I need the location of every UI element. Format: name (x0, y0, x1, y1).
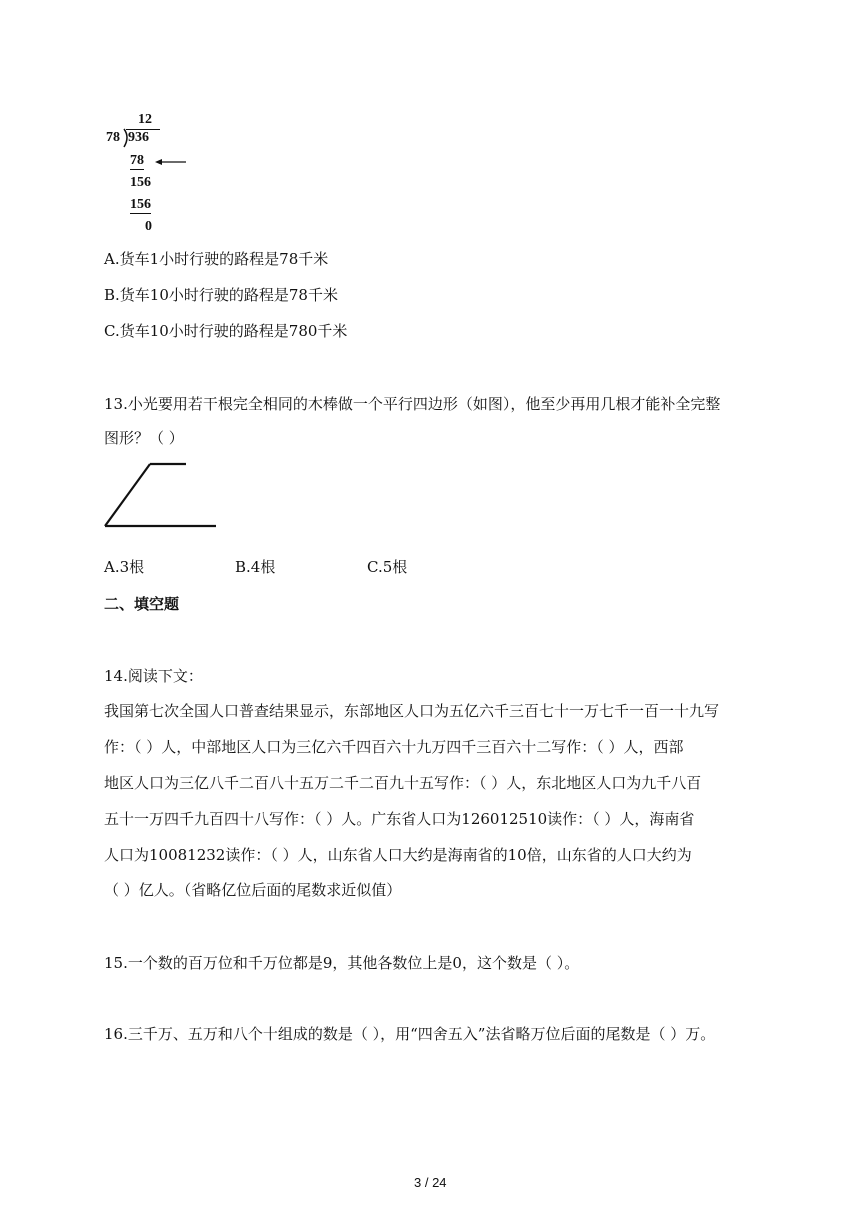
q14-line-6: （ ）亿人。（省略亿位后面的尾数求近似值） (104, 881, 402, 899)
q14-line-3: 地区人口为三亿八千二百八十五万二千二百九十五写作：（ ）人，东北地区人口为九千八百 (104, 774, 702, 792)
q15-question: 15.一个数的百万位和千万位都是9，其他各数位上是0，这个数是（ ）。 (104, 954, 580, 972)
page-number: 3 / 24 (414, 1175, 447, 1190)
section-title: 二、填空题 (104, 595, 180, 613)
arrow-left-icon (155, 157, 187, 167)
q14-line-2: 作：（ ）人，中部地区人口为三亿六千四百六十九万四千三百六十二写作：（ ）人，西部 (104, 738, 684, 756)
division-step-2: 156 (130, 175, 151, 190)
long-division-figure (100, 108, 200, 238)
q16-question: 16.三千万、五万和八个十组成的数是（ ），用“四舍五入”法省略万位后面的尾数是（ ）万。 (104, 1025, 716, 1043)
q13-option-c: C.5根 (367, 558, 408, 576)
division-step-3: 156 (130, 197, 151, 212)
q14-line-1: 我国第七次全国人口普查结果显示，东部地区人口为五亿六千三百七十一万七千一百一十九写 (104, 702, 720, 720)
q12-option-a: A.货车1小时行驶的路程是78千米 (104, 250, 329, 268)
left-stick (105, 464, 150, 526)
q12-option-c: C.货车10小时行驶的路程是780千米 (104, 322, 348, 340)
q14-line-4: 五十一万四千九百四十八写作：（ ）人。广东省人口为126012510读作：（ ）人，海南省 (104, 810, 695, 828)
division-quotient: 12 (138, 112, 152, 127)
q12-option-b: B.货车10小时行驶的路程是78千米 (104, 286, 338, 304)
division-step-1: 78 (130, 153, 144, 168)
q14-line-5: 人口为10081232读作：（ ）人，山东省人口大约是海南省的10倍，山东省的人口大约为 (104, 846, 692, 864)
division-dividend: 936 (128, 130, 149, 145)
partial-parallelogram-figure (100, 460, 220, 532)
q13-question-line-2: 图形？（ ） (104, 429, 184, 447)
division-divisor: 78 (106, 130, 120, 145)
q13-option-a: A.3根 (104, 558, 145, 576)
division-remainder: 0 (145, 219, 152, 234)
q13-option-b: B.4根 (235, 558, 276, 576)
q13-question-line-1: 13.小光要用若干根完全相同的木棒做一个平行四边形（如图），他至少再用几根才能补全完整 (104, 395, 721, 413)
q14-intro: 14.阅读下文： (104, 667, 203, 685)
